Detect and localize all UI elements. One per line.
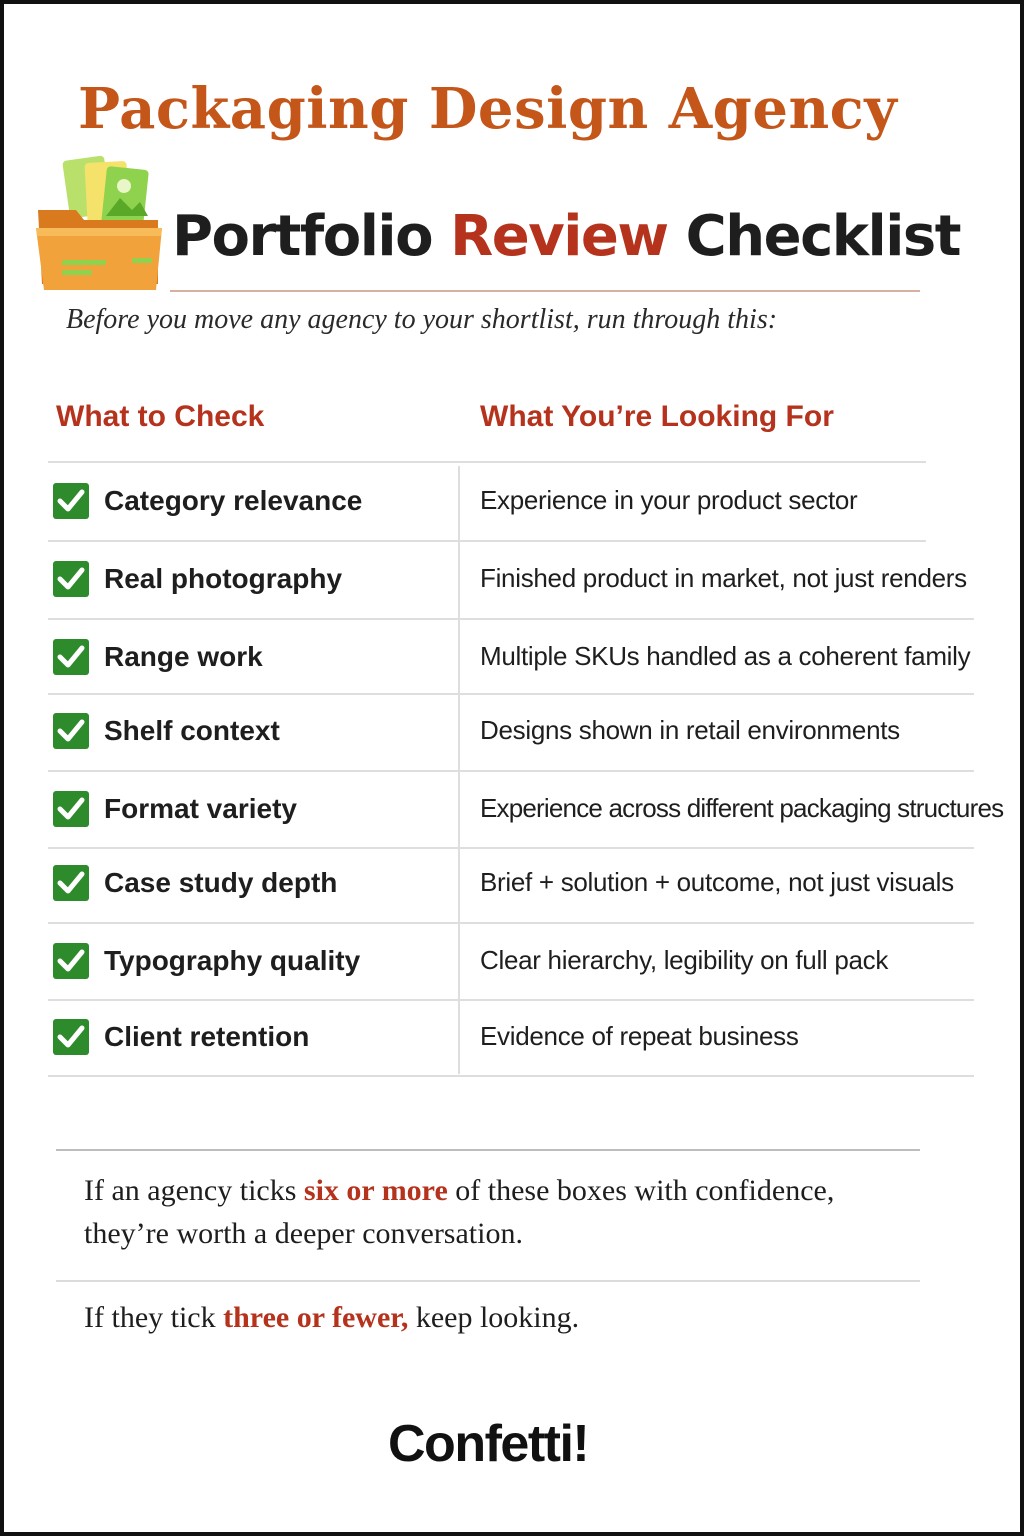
column-divider: [458, 466, 460, 1074]
check-item-label: Case study depth: [104, 867, 338, 898]
table-row: [4, 789, 1004, 829]
check-item-label: Typography quality: [104, 945, 361, 976]
table-divider: [48, 618, 974, 620]
heading-word-checklist: Checklist: [685, 204, 960, 269]
table-divider: [48, 922, 974, 924]
summary-highlight: three or fewer,: [223, 1301, 409, 1334]
checkmark-icon: [53, 713, 89, 749]
column-header-what-to-check: What to Check: [56, 400, 265, 433]
table-row: [4, 1017, 1004, 1057]
check-item-label: Category relevance: [104, 485, 363, 516]
summary-text: of these boxes with confidence,: [447, 1174, 835, 1207]
page-title: Packaging Design Agency: [78, 76, 898, 142]
check-item-description: Designs shown in retail environments: [480, 715, 900, 745]
column-header-looking-for: What You’re Looking For: [480, 400, 834, 433]
summary-divider: [56, 1149, 920, 1151]
table-row: [4, 941, 1004, 981]
summary-line-six-or-more: [84, 1174, 834, 1208]
table-divider: [48, 540, 926, 542]
check-item-label: Shelf context: [104, 715, 280, 746]
title-divider: [170, 290, 920, 292]
checklist-heading: [172, 204, 960, 269]
table-divider: [48, 770, 974, 772]
check-item-description: Finished product in market, not just renders: [480, 563, 967, 593]
checkmark-icon: [53, 639, 89, 675]
summary-highlight: six or more: [303, 1174, 448, 1207]
heading-word-review: Review: [450, 204, 668, 269]
summary-text: If an agency ticks: [84, 1174, 304, 1207]
check-item-description: Experience across different packaging structures: [480, 793, 1004, 823]
checkmark-icon: [53, 1019, 89, 1055]
table-row: [4, 481, 1004, 521]
check-item-description: Evidence of repeat business: [480, 1021, 799, 1051]
checkmark-icon: [53, 483, 89, 519]
table-row: [4, 637, 1004, 677]
summary-text: keep looking.: [408, 1301, 580, 1334]
table-divider: [48, 693, 974, 695]
summary-line-deeper-conversation: they’re worth a deeper conversation.: [84, 1217, 523, 1250]
folder-icon: [32, 154, 166, 296]
check-item-description: Brief + solution + outcome, not just visuals: [480, 867, 954, 897]
check-item-label: Client retention: [104, 1021, 310, 1052]
heading-word-portfolio: Portfolio: [172, 204, 433, 269]
table-divider: [48, 1075, 974, 1077]
check-item-label: Real photography: [104, 563, 343, 594]
summary-divider: [56, 1280, 920, 1282]
summary-line-three-or-fewer: [84, 1301, 579, 1335]
checkmark-icon: [53, 943, 89, 979]
table-divider: [48, 461, 926, 463]
check-item-description: Multiple SKUs handled as a coherent family: [480, 641, 971, 671]
table-divider: [48, 847, 974, 849]
summary-text: If they tick: [84, 1301, 224, 1334]
table-row: [4, 711, 1004, 751]
intro-text: Before you move any agency to your shortlist, run through this:: [66, 304, 778, 335]
check-item-label: Format variety: [104, 793, 297, 824]
table-divider: [48, 999, 974, 1001]
check-item-description: Experience in your product sector: [480, 485, 858, 515]
checkmark-icon: [53, 791, 89, 827]
table-row: [4, 863, 1004, 903]
check-item-label: Range work: [104, 641, 263, 672]
check-item-description: Clear hierarchy, legibility on full pack: [480, 945, 889, 975]
table-row: [4, 559, 1004, 599]
brand-logo: Confetti!: [388, 1415, 589, 1473]
checkmark-icon: [53, 561, 89, 597]
checkmark-icon: [53, 865, 89, 901]
